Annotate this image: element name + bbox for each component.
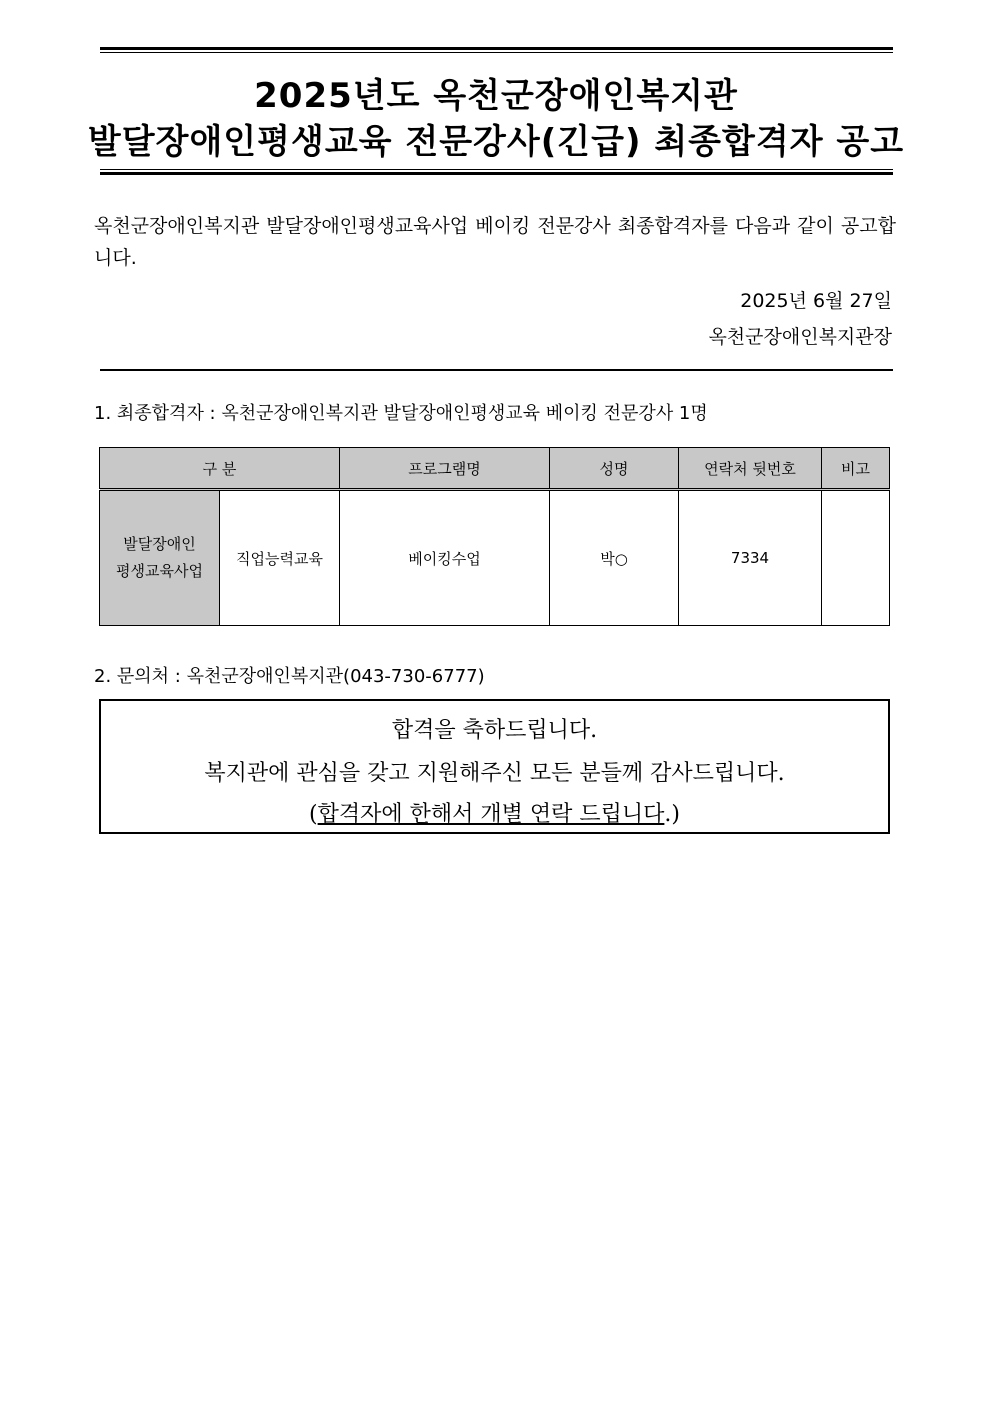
notice-line3-underlined: 합격자에 한해서 개별 연락 드립니다 (317, 802, 665, 827)
page-title-line1: 2025년도 옥천군장애인복지관 (254, 76, 738, 116)
cell-program: 베이킹수업 (340, 490, 550, 626)
header-program: 프로그램명 (340, 448, 550, 490)
header-contact: 연락처 뒷번호 (679, 448, 822, 490)
notice-line2: 복지관에 관심을 갖고 지원해주신 모든 분들께 감사드립니다. (204, 761, 785, 786)
notice-line3 (101, 797, 888, 828)
header-category: 구 분 (100, 448, 340, 490)
page-title-line2: 발달장애인평생교육 전문강사(긴급) 최종합격자 공고 (87, 122, 905, 162)
header-divider (100, 369, 893, 371)
cell-name: 박○ (550, 490, 679, 626)
announcing-organization: 옥천군장애인복지관장 (708, 326, 892, 348)
title-top-rule-thin (100, 52, 893, 53)
title-bottom-rule (100, 172, 893, 175)
announcement-date: 2025년 6월 27일 (740, 290, 892, 312)
notice-line1: 합격을 축하드립니다. (391, 718, 598, 743)
table-header-row (100, 448, 890, 490)
header-name: 성명 (550, 448, 679, 490)
section-contact: 2. 문의처 : 옥천군장애인복지관(043-730-6777) (94, 666, 485, 687)
notice-line3-open: ( (309, 802, 318, 827)
notice-line3-close: .) (664, 802, 680, 827)
title-top-rule (100, 47, 893, 50)
cell-business (100, 490, 220, 626)
cell-business-line1: 발달장애인 (123, 535, 196, 553)
cell-contact: 7334 (679, 490, 822, 626)
section-final-candidates: 1. 최종합격자 : 옥천군장애인복지관 발달장애인평생교육 베이킹 전문강사 1명 (94, 403, 708, 424)
table-row (100, 490, 890, 626)
cell-business-line2: 평생교육사업 (116, 562, 203, 580)
header-note: 비고 (822, 448, 890, 490)
title-bottom-rule-thin (100, 169, 893, 170)
congratulations-box (99, 699, 890, 834)
result-table (99, 447, 890, 626)
cell-sub-category: 직업능력교육 (220, 490, 340, 626)
intro-paragraph: 옥천군장애인복지관 발달장애인평생교육사업 베이킹 전문강사 최종합격자를 다음과 같이 공고합니다. (94, 215, 896, 269)
cell-note (822, 490, 890, 626)
